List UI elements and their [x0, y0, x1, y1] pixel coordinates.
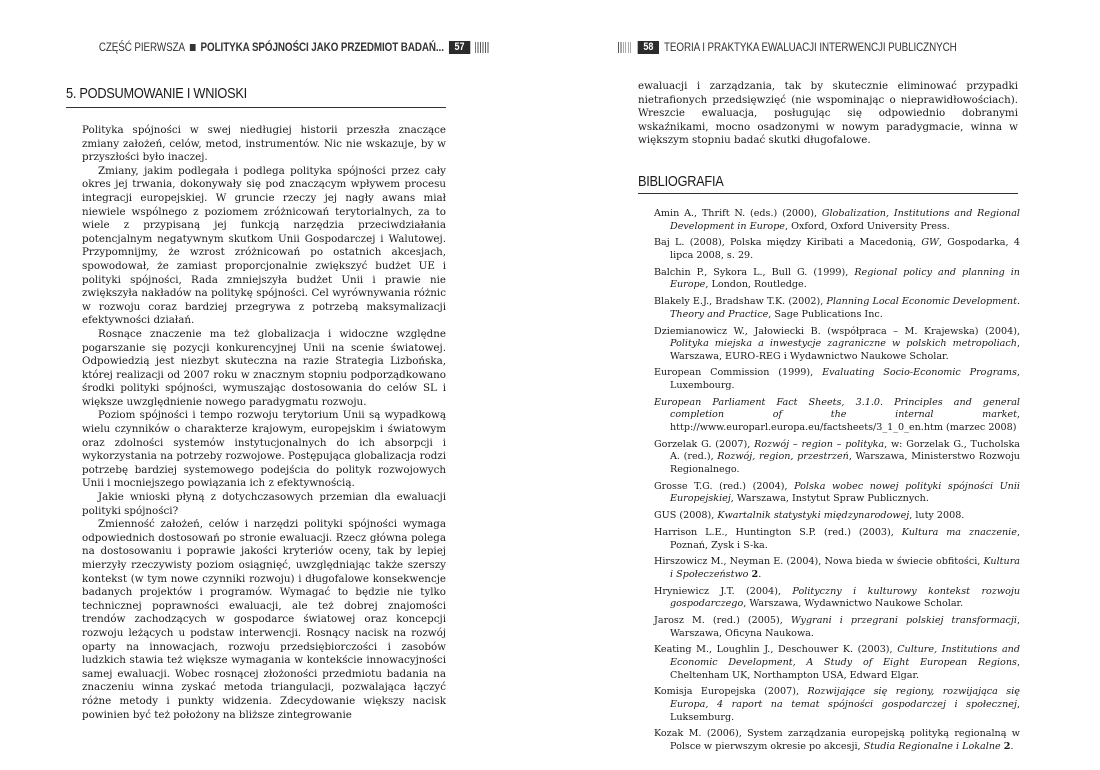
bib-before: Dziemianowicz W., Jałowiecki B. (współpraca – M. Krajewska) (2004),: [654, 325, 1020, 337]
header-title: POLITYKA SPÓJNOŚCI JAKO PRZEDMIOT BADAŃ...: [200, 40, 445, 54]
bibliography-entry: [654, 326, 1020, 364]
bib-before: Harrison L.E., Huntington S.P. (red.) (2003),: [654, 526, 902, 538]
right-page: [550, 0, 1100, 770]
bib-before: Hirszowicz M., Neyman E. (2004), Nowa bieda w świecie obfitości,: [654, 556, 984, 568]
bibliography-list: [654, 208, 1020, 758]
bib-italic: Studia Regionalne i Lokalne: [863, 740, 1001, 752]
bib-italic2: Rozwój, region, przestrzeń: [717, 451, 849, 463]
running-header-right: [618, 40, 957, 54]
intro-paragraph: ewaluacji i zarządzania, tak by skutecznie eliminować przypadki nietrafionych przedsięwzięć (nie wspominając o nieprawidłowościach). Wreszcie ewaluacja, posługując się odpowiednio dobranymi wskaźnikami, mocno osadzonymi w nowym paradygmacie, winna w większym stopniu badać skutki długofalowe.: [638, 80, 1018, 147]
bib-before: Amin A., Thrift N. (eds.) (2000),: [654, 208, 822, 219]
bibliography-entry: [654, 237, 1020, 262]
bibliography-entry: [654, 686, 1020, 724]
bib-after: , Sage Publications Inc.: [768, 308, 883, 320]
bib-after: , Oxford, Oxford University Press.: [784, 220, 950, 232]
running-header-left: [99, 40, 490, 54]
bib-before: European Commission (1999),: [654, 367, 823, 379]
paragraph: Jakie wnioski płyną z dotychczasowych przemian dla ewaluacji polityki spójności?: [82, 491, 446, 517]
bib-after: , Warszawa, Instytut Spraw Publicznych.: [730, 493, 929, 505]
bib-before: Keating M., Loughlin J., Deschouwer K. (2003),: [654, 644, 898, 656]
bib-italic: Polityka miejska a inwestycje zagraniczne w polskich metropoliach: [670, 338, 1017, 350]
bibliography-entry: [654, 586, 1020, 611]
bib-bold: 2: [1003, 740, 1011, 752]
bib-after: , Luxembourg.: [670, 367, 1020, 392]
bib-after2: , Warszawa, Ministerstwo Rozwoju Regionalnego.: [670, 451, 1020, 475]
bib-tail: .: [758, 568, 762, 580]
section-heading: BIBLIOGRAFIA: [638, 173, 724, 190]
bibliography-entry: [654, 644, 1020, 682]
bib-italic: Regional policy and planning in Europe: [670, 266, 1020, 291]
bib-before: Jarosz M. (red.) (2005),: [654, 615, 791, 627]
section-heading: 5. PODSUMOWANIE I WNIOSKI: [66, 85, 247, 102]
bib-after: , London, Routledge.: [705, 279, 807, 291]
paragraph: Poziom spójności i tempo rozwoju terytorium Unii są wypadkową wielu czynników o charakterze krajowym, europejskim i światowym oraz zdolności systemów instytucjonalnych do ich absorpcji i wykorzystania na potrzeby rozwojowe. Postępująca globalizacja rodzi potrzebę bardziej systemowego podejścia do polityk rozwojowych Unii i mocniejszego powiązania ich z efektywnością.: [82, 409, 446, 490]
bibliography-entry: [654, 510, 1020, 523]
bib-italic: Kultura i Społeczeństwo: [670, 556, 1020, 580]
header-bar-icon: [618, 42, 633, 53]
bib-after: , Cheltenham UK, Northampton USA, Edward Elgar.: [670, 657, 1020, 681]
bib-before: Baj L. (2008), Polska między Kiribati a Macedonią,: [654, 237, 922, 249]
bib-italic: Wygrani i przegrani polskiej transformacji: [790, 615, 1017, 627]
square-bullet-icon: [190, 44, 196, 51]
bib-italic: Rozwijające się regiony, rozwijająca się Europa, 4 raport na temat spójności gospodarczej i społecznej: [670, 686, 1020, 710]
bib-after: , Warszawa, EURO-REG i Wydawnictwo Naukowe Scholar.: [670, 338, 1020, 362]
bib-before: Gorzelak G. (2007),: [654, 438, 755, 450]
heading-rule: [66, 107, 446, 108]
bib-before: Blakely E.J., Bradshaw T.K. (2002),: [654, 296, 827, 308]
bib-after: , w: Gorzelak G., Tucholska A. (red.),: [670, 438, 1020, 463]
bib-before: Kozak M. (2006), System zarządzania europejską polityką regionalną w Polsce w pierwszym okresie po akcesji,: [654, 728, 1020, 752]
paragraph: Zmiany, jakim podlegała i podlega polityka spójności przez cały okres jej trwania, dokonywały się pod znaczącym wpływem procesu integracji europejskiej. W gruncie rzeczy jej nagły awans miał niewiele wspólnego z poziomem zróżnicowań terytorialnych, za to wiele z przypisaną jej funkcją narzędzia przeciwdziałania potencjalnym negatywnym skutkom Unii Gospodarczej i Walutowej. Przypomnijmy, że wzrost zróżnicowań po ostatnich akcesjach, spowodował, że zamiast proporcjonalnie zwiększyć budżet UE i polityki spójności, Rada zmniejszyła budżet Unii i prawie nie zwiększyła nakładów na politykę spójności. Cel wyrównywania różnic w rozwoju coraz bardziej przegrywa z potrzebą maksymalizacji efektywności działań.: [82, 164, 446, 327]
bibliography-entry: [654, 267, 1020, 292]
header-part: CZĘŚĆ PIERWSZA: [99, 40, 186, 54]
bibliography-entry: [654, 439, 1020, 477]
bib-before: Grosse T.G. (red.) (2004),: [654, 480, 795, 492]
header-bar-icon: [475, 42, 490, 53]
bibliography-entry: [654, 527, 1020, 552]
bibliography-entry: [654, 728, 1020, 753]
bib-italic: Culture, Institutions and Economic Development, A Study of Eight European Regions: [670, 644, 1020, 669]
bib-after: , Gospodarka, 4 lipca 2008, s. 29.: [670, 237, 1020, 261]
bib-italic: Kwartalnik statystyki międzynarodowej: [717, 510, 910, 522]
bibliography-entry: [654, 556, 1020, 581]
bibliography-entry: [654, 615, 1020, 640]
paragraph: Zmienność założeń, celów i narzędzi polityki spójności wymaga odpowiednich dostosowań po stronie ewaluacji. Rzecz główna polega na dostosowaniu i poprawie jakości kryteriów oceny, tak by lepiej mierzyły rzeczywisty poziom osiągnięć, uwzględniając także szerszy kontekst (w tym nowe czynniki rozwoju) i długofalowe konsekwencje badanych projektów i programów. Wymagać to będzie nie tylko technicznej poprawności ewaluacji, ale też dobrej znajomości trendów zachodzących w gospodarce światowej oraz koncepcji rozwoju leżących u podstaw interwencji. Rosnący nacisk na rozwój oparty na innowacjach, rozwoju przedsiębiorczości i zasobów ludzkich stawia też większe wymagania w kontekście innowacyjności samej ewaluacji. Wobec rosnącej złożoności przedmiotu badania na znaczeniu winna zyskać metoda triangulacji, pozwalająca łączyć różne metody i punkty widzenia. Zdecydowanie większy nacisk powinien być też położony na bliższe zintegrowanie: [82, 518, 446, 721]
bib-after: , Luksemburg.: [670, 699, 1020, 723]
bib-italic: European Parliament Fact Sheets, 3.1.0. Principles and general completion of the internal market: [654, 396, 1020, 421]
bib-before: Balchin P., Sykora L., Bull G. (1999),: [654, 266, 855, 278]
paragraph: Polityka spójności w swej niedługiej historii przeszła znaczące zmiany założeń, celów, metod, instrumentów. Nic nie wskazuje, by w przyszłości było inaczej.: [82, 124, 446, 164]
heading-rule: [638, 193, 1018, 194]
bibliography-entry: [654, 481, 1020, 506]
bib-before: Komisja Europejska (2007),: [654, 686, 808, 698]
bib-italic: Globalization, Institutions and Regional Development in Europe: [670, 208, 1020, 232]
bibliography-entry: [654, 296, 1020, 321]
bibliography-entry: [654, 367, 1020, 392]
paragraph: Rosnące znaczenie ma też globalizacja i widoczne względne pogarszanie się pozycji konkurencyjnej Unii na scenie światowej. Odpowiedzią jest niezbyt skuteczna na razie Strategia Lizbońska, której realizacji od 2007 roku w znacznym stopniu podporządkowano środki polityki spójności, wymuszając dostosowania do celów SL i większe uwzględnienie nowego paradygmatu rozwoju.: [82, 327, 446, 408]
bib-bold: 2: [751, 568, 759, 580]
bib-tail: .: [1010, 740, 1014, 752]
bib-italic: Polityczny i kulturowy kontekst rozwoju gospodarczego: [670, 585, 1020, 610]
bib-before: GUS (2008),: [654, 510, 718, 522]
page-number: 57: [449, 41, 470, 54]
bib-italic: GW: [921, 237, 939, 249]
bib-italic: Planning Local Economic Development. Theory and Practice: [670, 296, 1020, 320]
bib-after: , Warszawa, Oficyna Naukowa.: [670, 615, 1020, 639]
bib-before: Hryniewicz J.T. (2004),: [654, 585, 793, 597]
bib-italic: Kultura ma znaczenie: [901, 526, 1017, 538]
bib-after: , http://www.europarl.europa.eu/factsheets/3_1_0_en.htm (marzec 2008): [670, 409, 1020, 434]
bibliography-entry: [654, 208, 1020, 233]
bib-after: , Poznań, Zysk i S-ka.: [670, 526, 1020, 551]
bib-after: , Warszawa, Wydawnictwo Naukowe Scholar.: [743, 598, 964, 610]
bib-italic: Evaluating Socio-Economic Programs: [822, 367, 1017, 379]
header-title: TEORIA I PRAKTYKA EWALUACJI INTERWENCJI PUBLICZNYCH: [663, 40, 957, 54]
body-text: [82, 124, 446, 722]
bib-italic: Polska wobec nowej polityki spójności Unii Europejskiej: [670, 480, 1020, 505]
page-number: 58: [638, 41, 659, 54]
bibliography-entry: [654, 397, 1020, 435]
bib-after: , luty 2008.: [909, 510, 965, 522]
bib-italic: Rozwój – region – polityka: [754, 438, 885, 450]
